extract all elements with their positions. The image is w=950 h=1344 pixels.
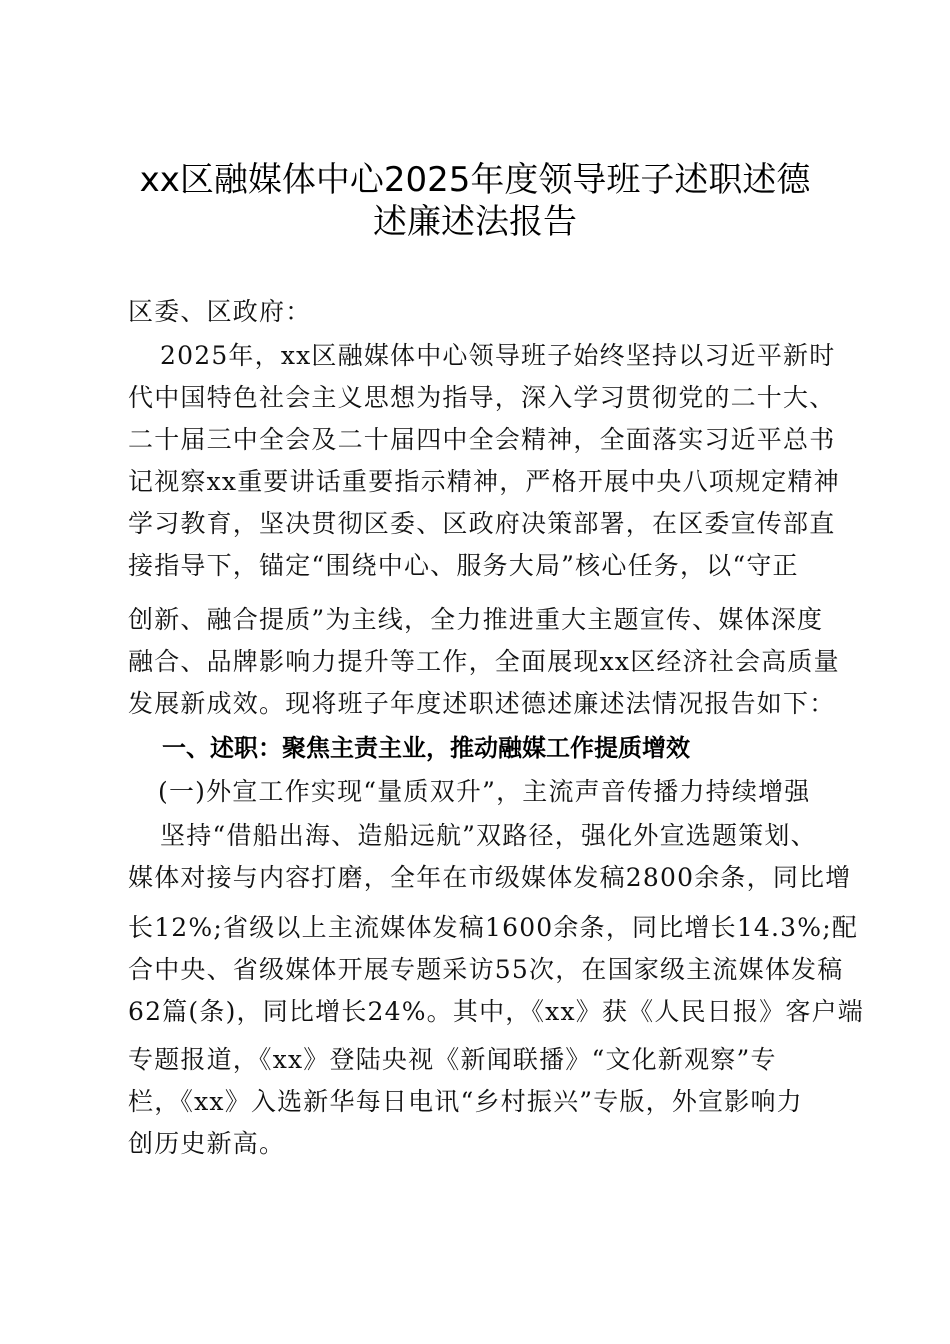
document-title-line-1: xx区融媒体中心2025年度领导班子述职述德 bbox=[139, 160, 811, 200]
intro-line-9: 发展新成效。现将班子年度述职述德述廉述法情况报告如下： bbox=[128, 689, 836, 718]
intro-line-6: 接指导下，锚定“围绕中心、服务大局”核心任务，以“守正 bbox=[128, 551, 799, 580]
subsection1-line-7: 栏，《xx》入选新华每日电讯“乡村振兴”专版，外宣影响力 bbox=[128, 1087, 803, 1116]
intro-line-5: 学习教育，坚决贯彻区委、区政府决策部署，在区委宣传部直 bbox=[128, 509, 836, 538]
document-title-line-2: 述廉述法报告 bbox=[373, 202, 577, 242]
subsection-heading-1: (一)外宣工作实现“量质双升”，主流声音传播力持续增强 bbox=[158, 777, 811, 806]
subsection1-line-6: 专题报道，《xx》登陆央视《新闻联播》“文化新观察”专 bbox=[128, 1045, 777, 1074]
subsection1-line-8: 创历史新高。 bbox=[128, 1129, 286, 1158]
subsection1-line-2: 媒体对接与内容打磨，全年在市级媒体发稿2800余条，同比增 bbox=[128, 863, 852, 892]
intro-line-7: 创新、融合提质”为主线，全力推进重大主题宣传、媒体深度 bbox=[128, 605, 824, 634]
intro-line-8: 融合、品牌影响力提升等工作，全面展现xx区经济社会高质量 bbox=[128, 647, 840, 676]
intro-line-2: 代中国特色社会主义思想为指导，深入学习贯彻党的二十大、 bbox=[128, 383, 836, 412]
intro-line-3: 二十届三中全会及二十届四中全会精神，全面落实习近平总书 bbox=[128, 425, 836, 454]
section-heading-1: 一、述职：聚焦主责主业，推动融媒工作提质增效 bbox=[162, 734, 690, 762]
subsection1-line-5: 62篇(条)，同比增长24%。其中，《xx》获《人民日报》客户端 bbox=[128, 997, 864, 1026]
intro-line-4: 记视察xx重要讲话重要指示精神，严格开展中央八项规定精神 bbox=[128, 467, 840, 496]
salutation: 区委、区政府： bbox=[128, 297, 312, 326]
intro-line-1: 2025年，xx区融媒体中心领导班子始终坚持以习近平新时 bbox=[160, 341, 836, 370]
subsection1-line-1: 坚持“借船出海、造船远航”双路径，强化外宣选题策划、 bbox=[160, 821, 817, 850]
subsection1-line-3: 长12%;省级以上主流媒体发稿1600余条，同比增长14.3%;配 bbox=[128, 913, 859, 942]
subsection1-line-4: 合中央、省级媒体开展专题采访55次，在国家级主流媒体发稿 bbox=[128, 955, 844, 984]
